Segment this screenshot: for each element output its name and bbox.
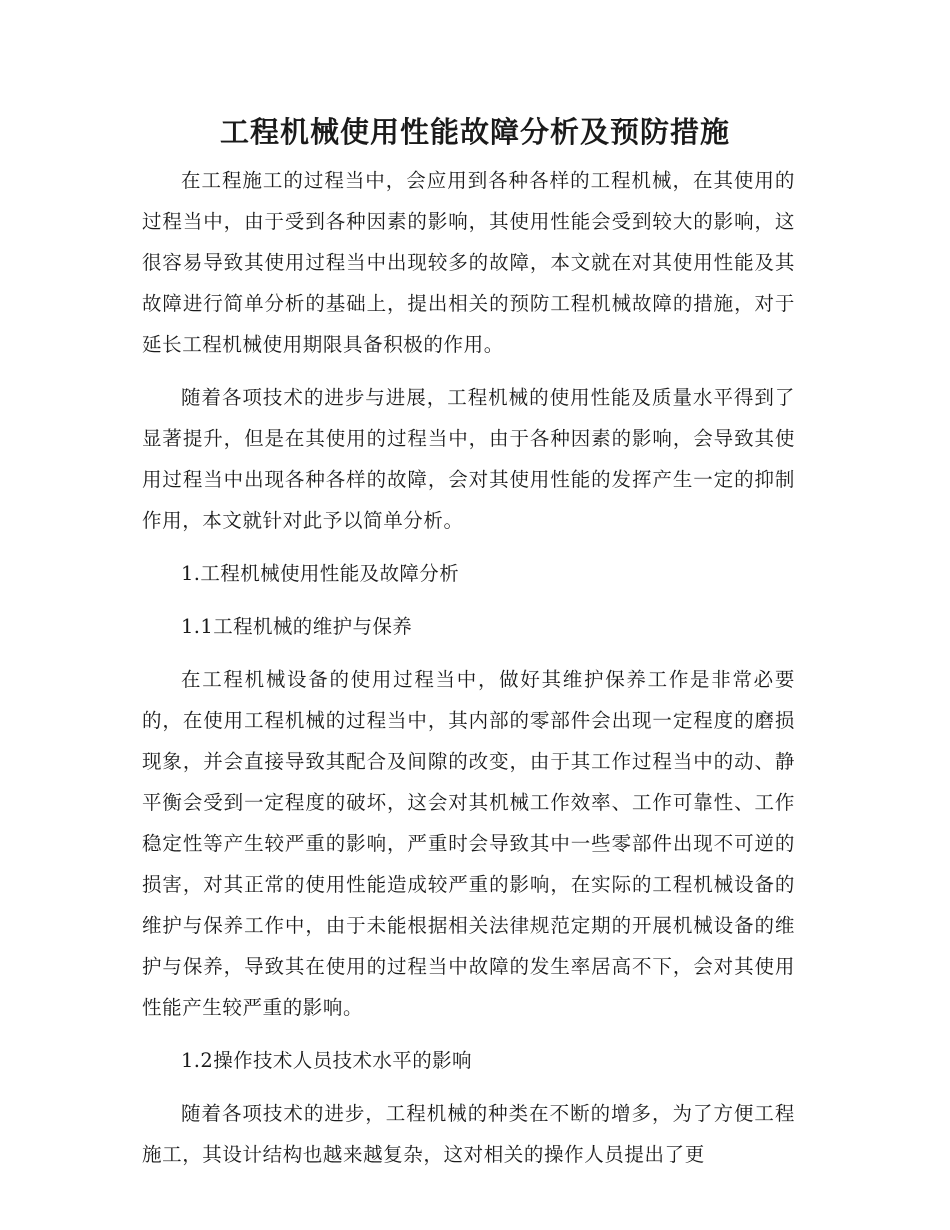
paragraph-operators: 随着各项技术的进步，工程机械的种类在不断的增多，为了方便工程施工，其设计结构也越来越复杂，这对相关的操作人员提出了更 <box>142 1102 795 1166</box>
paragraph-maintenance: 在工程机械设备的使用过程当中，做好其维护保养工作是非常必要的，在使用工程机械的过程当中，其内部的零部件会出现一定程度的磨损现象，并会直接导致其配合及间隙的改变，由于其工作过程当中的动、静平衡会受到一定程度的破坏，这会对其机械工作效率、工作可靠性、工作稳定性等产生较严重的影响，严重时会导致其中一些零部件出现不可逆的损害，对其正常的使用性能造成较严重的影响，在实际的工程机械设备的维护与保养工作中，由于未能根据相关法律规范定期的开展机械设备的维护与保养，导致其在使用的过程当中故障的发生率居高不下，会对其使用性能产生较严重的影响。 <box>142 668 795 1019</box>
section-heading-1: 1.工程机械使用性能及故障分析 <box>181 562 460 585</box>
section-heading-1-2: 1.2操作技术人员技术水平的影响 <box>181 1049 472 1072</box>
document-title: 工程机械使用性能故障分析及预防措施 <box>219 115 730 149</box>
document-body <box>142 160 795 1175</box>
paragraph-background: 随着各项技术的进步与进展，工程机械的使用性能及质量水平得到了显著提升，但是在其使用的过程当中，由于各种因素的影响，会导致其使用过程当中出现各种各样的故障，会对其使用性能的发挥产生一定的抑制作用，本文就针对此予以简单分析。 <box>142 386 795 532</box>
paragraph-intro: 在工程施工的过程当中，会应用到各种各样的工程机械，在其使用的过程当中，由于受到各种因素的影响，其使用性能会受到较大的影响，这很容易导致其使用过程当中出现较多的故障，本文就在对其使用性能及其故障进行简单分析的基础上，提出相关的预防工程机械故障的措施，对于延长工程机械使用期限具备积极的作用。 <box>142 169 795 356</box>
section-heading-1-1: 1.1工程机械的维护与保养 <box>181 615 413 638</box>
